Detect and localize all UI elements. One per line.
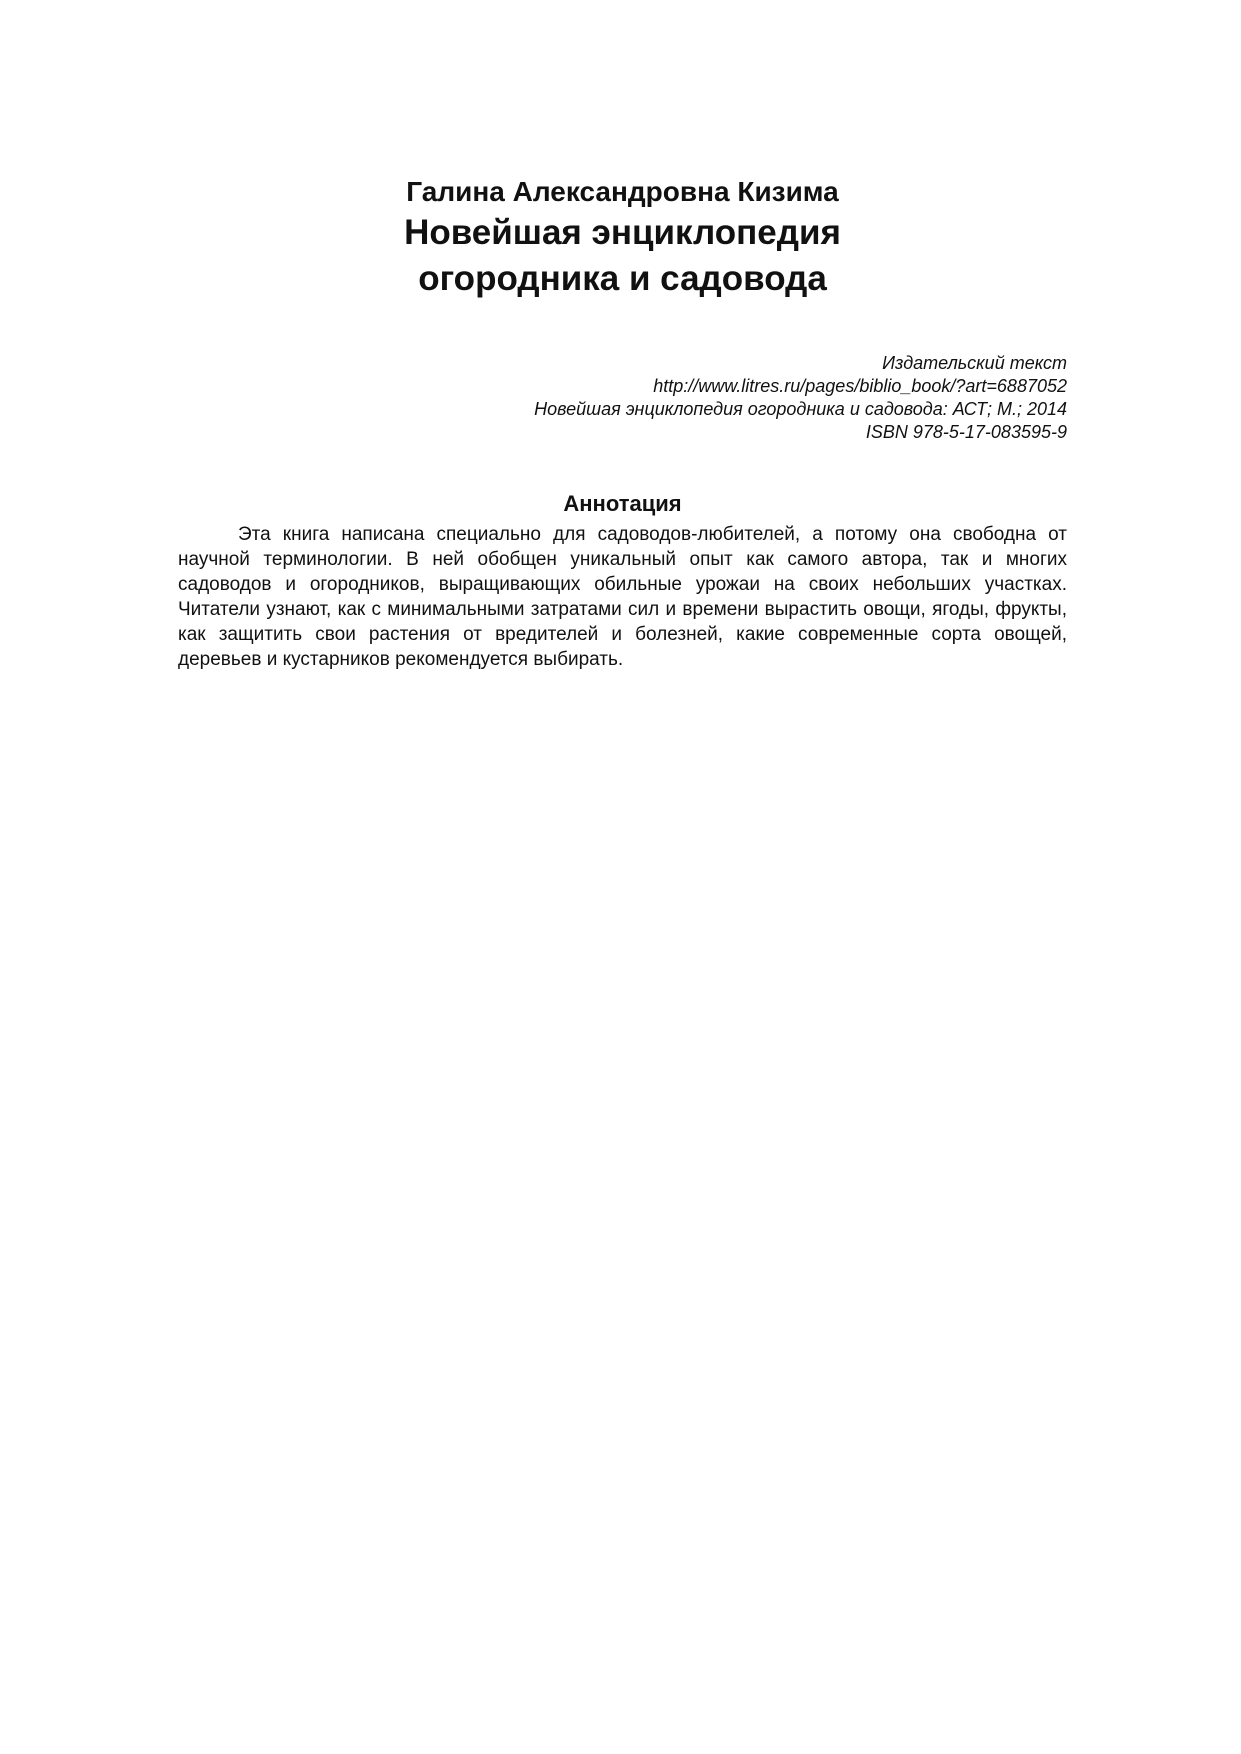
isbn: ISBN 978-5-17-083595-9: [865, 422, 1067, 442]
publication-info: [178, 352, 1067, 444]
edition-info: Новейшая энциклопедия огородника и садовода: АСТ; М.; 2014: [534, 399, 1067, 419]
book-title-line-2: огородника и садовода: [418, 259, 827, 298]
annotation-paragraph: Эта книга написана специально для садоводов-любителей, а потому она свободна от научной терминологии. В ней обобщен уникальный опыт как самого автора, так и многих садоводов и огородников, выращивающих обильные урожаи на своих небольших участках. Читатели узнают, как с минимальными затратами сил и времени вырастить овощи, ягоды, фрукты, как защитить свои растения от вредителей и болезней, какие современные сорта овощей, деревьев и кустарников рекомендуется выбирать.: [178, 524, 1067, 670]
book-title-line-1: Новейшая энциклопедия: [404, 213, 841, 252]
author-name: Галина Александровна Кизима: [406, 176, 839, 207]
publisher-text-label: Издательский текст: [882, 353, 1067, 373]
source-url: http://www.litres.ru/pages/biblio_book/?art=6887052: [653, 376, 1067, 396]
title-block: [178, 174, 1067, 302]
annotation-heading: Аннотация: [563, 491, 682, 516]
